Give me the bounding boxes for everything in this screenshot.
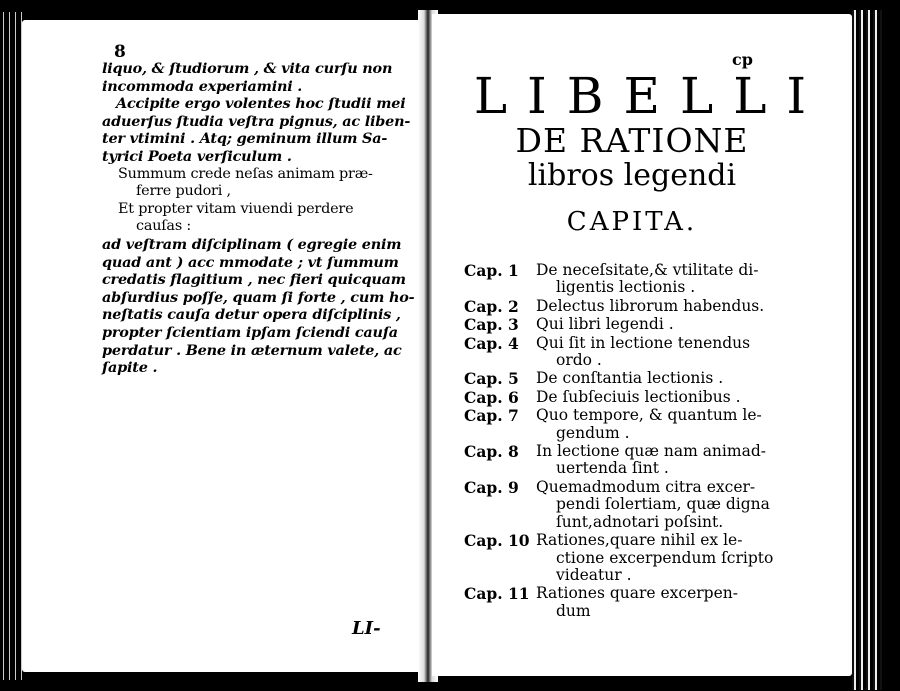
chapter-title <box>536 585 844 620</box>
chapter-title <box>536 298 844 315</box>
title-line-1: LIBELLI <box>473 67 827 125</box>
text-line: abſurdius poſſe, quam ſi forte , cum ho- <box>102 288 415 306</box>
chapter-entry <box>464 316 844 333</box>
chapter-entry <box>464 370 844 387</box>
chapter-title-line: Delectus librorum habendus. <box>536 296 765 315</box>
chapter-list <box>464 262 844 621</box>
chapter-entry <box>464 585 844 620</box>
chapter-entry <box>464 479 844 531</box>
text-line: neſtatis cauſa detur opera diſciplinis , <box>102 306 401 324</box>
book-edge-left <box>0 12 22 680</box>
chapter-number: Cap. 7 <box>464 406 519 426</box>
text-line: Accipite ergo volentes hoc ſtudii mei <box>116 95 406 113</box>
chapter-title-line: Rationes quare excerpen- <box>536 584 738 603</box>
chapter-entry <box>464 532 844 584</box>
chapter-title <box>536 370 844 387</box>
chapter-number: Cap. 8 <box>464 442 519 462</box>
text-line: quad ant ) acc mmodate ; vt ſummum <box>102 253 399 271</box>
chapter-number: Cap. 9 <box>464 477 519 497</box>
chapter-entry <box>464 262 844 297</box>
chapter-title <box>536 479 844 531</box>
right-page <box>432 14 852 676</box>
chapter-title <box>536 443 844 478</box>
chapter-title-line: De ſubſeciuis lectionibus . <box>536 387 741 406</box>
chapter-title-line: videatur . <box>556 565 632 584</box>
chapter-title-line: De conſtantia lectionis . <box>536 369 724 388</box>
text-line: aduerſus ſtudia veſtra pignus, ac liben- <box>102 112 411 130</box>
chapter-number: Cap. 5 <box>464 369 519 389</box>
left-page <box>22 20 424 672</box>
page-number: 8 <box>114 42 126 62</box>
chapter-title-line: In lectione quæ nam animad- <box>536 442 766 461</box>
chapter-entry <box>464 298 844 315</box>
verse-line: Et propter vitam viuendi perdere <box>118 200 354 217</box>
chapter-title-line: ſunt,adnotari poſsint. <box>556 512 724 531</box>
chapter-number: Cap. 6 <box>464 387 519 407</box>
verse-line: ferre pudori , <box>136 183 231 200</box>
text-line: liquo, & ſtudiorum , & vita curſu non <box>102 60 393 77</box>
chapter-number: Cap. 10 <box>464 531 530 551</box>
text-line: propter ſcientiam ipſam ſciendi cauſa <box>102 323 398 341</box>
chapter-number: Cap. 2 <box>464 296 519 316</box>
chapter-title-line: Quo tempore, & quantum le- <box>536 406 762 425</box>
title-line-3: libros legendi <box>527 158 737 193</box>
catchword: LI- <box>352 618 381 639</box>
verse-line: Summum crede neſas animam præ- <box>118 165 373 182</box>
chapter-number: Cap. 1 <box>464 261 519 280</box>
chapter-title-line: ligentis lectionis . <box>556 278 696 297</box>
book-edge-right <box>852 10 882 690</box>
text-line: ad veſtram diſciplinam ( egregie enim <box>102 235 402 253</box>
chapter-title-line: ctione excerpendum ſcripto <box>556 548 774 567</box>
text-line: tyrici Poeta verſiculum . <box>102 147 292 165</box>
chapter-title <box>536 335 844 370</box>
chapter-title <box>536 316 844 333</box>
chapter-number: Cap. 3 <box>464 315 519 335</box>
chapter-title-line: gendum . <box>556 423 630 442</box>
text-line: ter vtimini . Atq; geminum illum Sa- <box>102 130 388 148</box>
left-page-text <box>102 60 420 377</box>
chapter-number: Cap. 4 <box>464 333 519 353</box>
chapter-title-line: Quemadmodum citra excer- <box>536 477 756 496</box>
chapter-title-line: pendi ſolertiam, quæ digna <box>556 495 770 514</box>
chapter-title-line: Rationes,quare nihil ex le- <box>536 531 743 550</box>
signature-mark: cp <box>732 50 753 69</box>
chapter-entry <box>464 335 844 370</box>
text-line: incommoda experiamini . <box>102 77 303 95</box>
chapter-title-line: ordo . <box>556 351 602 370</box>
chapter-title-line: Qui libri legendi . <box>536 315 674 334</box>
chapter-title <box>536 407 844 442</box>
chapter-title-line: dum <box>556 601 591 620</box>
chapter-entry <box>464 407 844 442</box>
chapter-entry <box>464 443 844 478</box>
chapter-title-line: Qui ſit in lectione tenendus <box>536 333 751 352</box>
chapter-title <box>536 389 844 406</box>
chapter-entry <box>464 389 844 406</box>
text-line: perdatur . Bene in æternum valete, ac <box>102 341 402 359</box>
chapter-title <box>536 262 844 297</box>
chapter-title <box>536 532 844 584</box>
capita-heading: CAPITA. <box>566 207 698 237</box>
text-line: credatis flagitium , nec fieri quicquam <box>102 271 406 289</box>
title-line-2: DE RATIONE <box>515 121 749 160</box>
chapter-title-line: De neceſsitate,& vtilitate di- <box>536 261 759 279</box>
chapter-title-line: uertenda ſint . <box>556 459 669 478</box>
chapter-number: Cap. 11 <box>464 584 530 604</box>
verse-line: cauſas : <box>136 218 192 235</box>
text-line: ſapite . <box>102 359 158 377</box>
